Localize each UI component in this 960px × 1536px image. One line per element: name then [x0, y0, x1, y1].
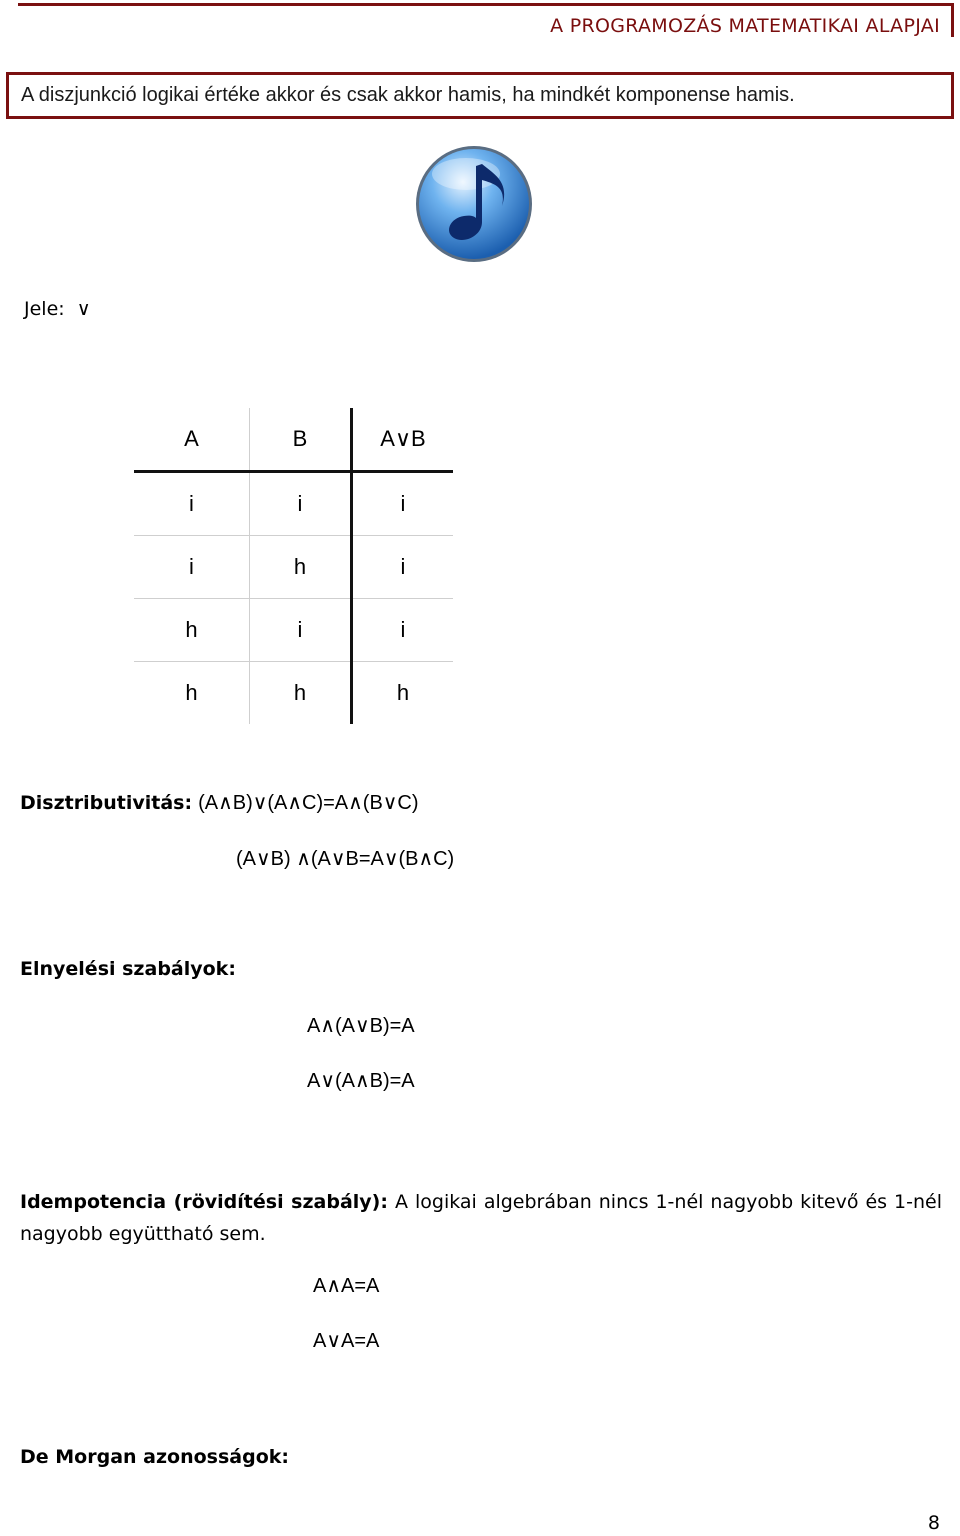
disjunction-symbol: ∨	[76, 298, 91, 320]
table-row	[134, 472, 453, 536]
absorption-label: Elnyelési szabályok:	[20, 958, 236, 980]
idempotency-label: Idempotencia (rövidítési szabály):	[20, 1191, 388, 1213]
header-b: B	[250, 408, 352, 472]
truth-table	[134, 408, 453, 724]
table-row	[134, 599, 453, 662]
absorption-formula-2: A∨(A∧B)=A	[307, 1070, 415, 1092]
table-cell: h	[250, 662, 352, 725]
de-morgan-label: De Morgan azonosságok:	[20, 1446, 290, 1468]
symbol-line	[24, 298, 91, 320]
definition-box	[6, 72, 954, 119]
idempotency-text: A logikai algebrában nincs 1-nél nagyobb kitevő és 1-nél nagyobb együttható sem.	[20, 1191, 943, 1245]
table-cell: i	[134, 472, 250, 536]
table-cell: i	[400, 554, 406, 579]
page-number: 8	[927, 1512, 940, 1534]
idempotency-formula-1: A∧A=A	[313, 1275, 380, 1297]
music-note-icon	[414, 144, 534, 264]
absorption-formula-1: A∧(A∨B)=A	[307, 1015, 415, 1037]
distributivity-formula-2: (A∨B) ∧(A∨B=A∨(B∧C)	[236, 848, 455, 870]
table-cell: i	[400, 617, 406, 642]
distributivity-line-1	[20, 790, 419, 815]
symbol-label: Jele:	[24, 298, 65, 320]
table-cell: h	[396, 680, 410, 705]
table-cell: i	[250, 472, 352, 536]
header-a: A	[134, 408, 250, 472]
table-cell: i	[400, 491, 406, 516]
distributivity-label: Disztributivitás:	[20, 792, 193, 814]
table-cell: h	[250, 536, 352, 599]
definition-text: A diszjunkció logikai értéke akkor és csak akkor hamis, ha mindkét komponense hamis.	[21, 84, 795, 106]
truth-table-header	[134, 408, 453, 472]
idempotency-formula-2: A∨A=A	[313, 1330, 380, 1352]
table-cell: h	[134, 599, 250, 662]
table-row	[134, 662, 453, 725]
table-cell: i	[250, 599, 352, 662]
page-header-title: A PROGRAMOZÁS MATEMATIKAI ALAPJAI	[550, 15, 940, 37]
distributivity-formula-1: (A∧B)∨(A∧C)=A∧(B∨C)	[198, 792, 419, 814]
table-cell: h	[134, 662, 250, 725]
table-row	[134, 536, 453, 599]
idempotency-paragraph	[20, 1186, 942, 1250]
header-a-or-b: A∨B	[380, 426, 426, 451]
table-cell: i	[134, 536, 250, 599]
